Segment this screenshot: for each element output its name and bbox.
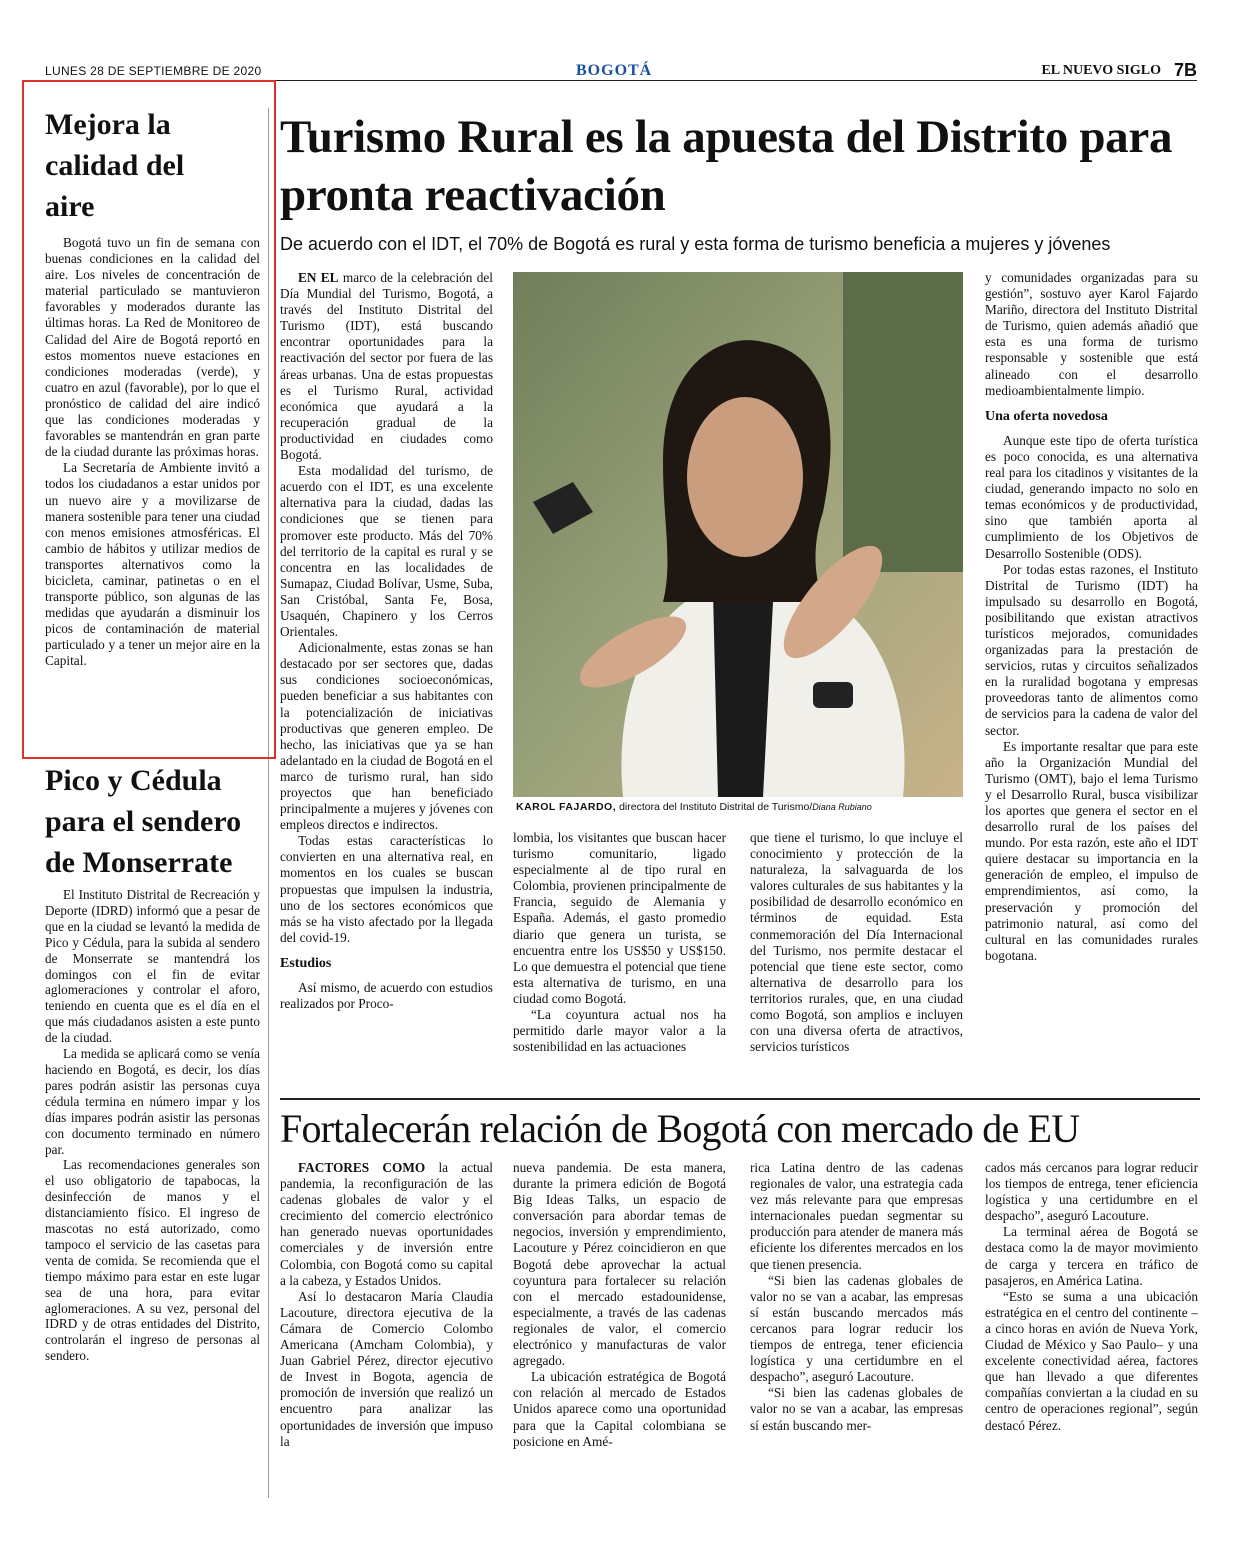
main-headline: Turismo Rural es la apuesta del Distrito para pronta reactivación bbox=[280, 111, 1173, 221]
subheading: Una oferta novedosa bbox=[985, 408, 1108, 424]
paragraph: La Secretaría de Ambiente invitó a todos los ciudadanos a estar unidos por un nuevo aire y a movilizarse de manera sostenible para tener una ciudad con menos emisiones atmosféricas. El cambio de hábitos y utilizar medios de transportes alternativos como la bicicleta, caminar, patinetas o en el transporte público, son algunas de las medidas que ayudarán a disminuir los picos de contaminación de material particulado y a tener un mejor aire en la Capital. bbox=[45, 460, 260, 669]
paragraph: “Esto se suma a una ubicación estratégica en el centro del continente –a cinco horas en avión de Nueva York, Ciudad de México y Sao Paulo– y una excelente conectividad aérea, factores que han llevado a que diferentes compañías conviertan a la ciudad en su centro de operaciones regional”, según destacó Pérez. bbox=[985, 1288, 1198, 1433]
monserrate-body bbox=[45, 887, 260, 1364]
lead-in: FACTORES COMO bbox=[298, 1160, 426, 1175]
paragraph: Las recomendaciones generales son el uso obligatorio de tapabocas, la desinfección de manos y el distanciamiento físico. El ingreso de mascotas no está autorizado, como tampoco el servicio de las casetas para venta de comida. Se recomienda que el tiempo máximo para estar en este lugar sea de una hora, para evitar aglomeraciones. A su vez, personal del IDRD y de otras entidades del Distrito, controlarán el ingreso de personas al sendero. bbox=[45, 1157, 260, 1364]
section-name: BOGOTÁ bbox=[576, 62, 653, 79]
page-number: 7B bbox=[1173, 60, 1197, 80]
paragraph: Esta modalidad del turismo, de acuerdo con el IDT, es una excelente alternativa para la ciudad, dadas las condiciones que se tienen para promover este producto. Más del 70% del territorio de la capital es rural y se concentra en las localidades de Sumapaz, Ciudad Bolívar, Usme, Suba, San Cristóbal, Santa Fe, Bosa, Usaquén, Chapinero y los Cerros Orientales. bbox=[280, 463, 493, 640]
paragraph: Es importante resaltar que para este año la Organización Mundial del Turismo (OMT), bajo el lema Turismo y el Desarrollo Rural, busca visibilizar los aportes que genera el sector en el desarrollo rural de los países del mundo. Por esta razón, este año el IDT quiere destacar su importancia en la generación de empleo, el impulso de emprendimientos, así como, la preservación y promoción del patrimonio natural, así como del cultural en las comunidades rurales bogotana. bbox=[985, 738, 1198, 963]
paragraph: Por todas estas razones, el Instituto Distrital de Turismo (IDT) ha impulsado su desarrollo en Bogotá, posibilitando que existan atractivos turísticos mejorados, comunidades organizadas para la prestación de servicios, rutas y circuitos señalizados en la ruralidad bogotana y empresas proveedoras tanto de alimentos como de servicios para la cadena de valor del sector. bbox=[985, 561, 1198, 738]
paragraph: “La coyuntura actual nos ha permitido darle mayor valor a la sostenibilidad en las actuaciones bbox=[513, 1007, 726, 1055]
paragraph: cados más cercanos para lograr reducir los tiempos de entrega, tener eficiencia logística y una certidumbre en el despacho”, aseguró Lacouture. bbox=[985, 1160, 1198, 1224]
paragraph: la actual pandemia, la reconfiguración de las cadenas globales de valor y el crecimiento del comercio electrónico han generado nuevas oportunidades comerciales y de inversión entre Colombia, con Bogotá como su capital a la cabeza, y Estados Unidos. bbox=[280, 1160, 494, 1288]
bottom-column-4 bbox=[985, 1160, 1198, 1434]
bottom-column-2 bbox=[513, 1160, 726, 1450]
lead-in: EN EL bbox=[298, 270, 339, 285]
main-column-2 bbox=[513, 830, 726, 1055]
paragraph: Aunque este tipo de oferta turística es poco conocida, es una alternativa real para los citadinos y visitantes de la ciudad, generando impacto no solo en temas económicos y de productividad, sino que también aporta al cumplimiento de los Objetivos de Desarrollo Sostenible (ODS). bbox=[985, 432, 1198, 561]
highlight-box bbox=[22, 80, 276, 759]
paragraph: nueva pandemia. De esta manera, durante la primera edición de Bogotá Big Ideas Talks, un espacio de conversación para abordar temas de negocios, inversión y emprendimiento, Lacouture y Pérez coincidieron en que Bogotá debe aprovechar la actual coyuntura para fortalecer su relación con el mercado estadounidense, especialmente, a través de las cadenas regionales de valor, el comercio electrónico y manufacturas de valor agregado. bbox=[513, 1160, 726, 1369]
monserrate-story bbox=[45, 760, 260, 1364]
paragraph: “Si bien las cadenas globales de valor no se van a acabar, las empresas sí están buscando mer- bbox=[750, 1385, 963, 1433]
paragraph: rica Latina dentro de las cadenas regionales de valor, una estrategia cada vez más relevante para que empresas internacionales puedan segmentar su producción para atender de manera más eficiente los diferentes mercados en los que tienen presencia. bbox=[750, 1160, 963, 1272]
paragraph: La ubicación estratégica de Bogotá con relación al mercado de Estados Unidos aparece como una oportunidad para que la Capital colombiana se posicione en Amé- bbox=[513, 1369, 726, 1449]
paragraph: El Instituto Distrital de Recreación y Deporte (IDRD) informó que a pesar de que en la ciudad se levantó la medida de Pico y Cédula, para la subida al sendero de Monserrate se mantendrá los domingos con el fin de evitar aglomeraciones y controlar el aforo, teniendo en cuenta que es el día en el que más ciudadanos asisten a este punto de la ciudad. bbox=[45, 887, 260, 1046]
bottom-column-3 bbox=[750, 1160, 963, 1434]
paragraph: marco de la celebración del Día Mundial del Turismo, Bogotá, a través del Instituto Distrital del Turismo (IDT), está buscando encontrar oportunidades para la reactivación del sector por fuera de las áreas urbanas. Una de estas propuestas es el Turismo Rural, actividad económica que ayudará a la recuperación gradual de la productividad en ciudades como Bogotá. bbox=[280, 270, 493, 463]
paragraph: La terminal aérea de Bogotá se destaca como la de mayor movimiento de carga y tercera en tráfico de pasajeros, en América Latina. bbox=[985, 1224, 1198, 1288]
portrait-photo bbox=[513, 272, 963, 797]
paragraph: “Si bien las cadenas globales de valor no se van a acabar, las empresas sí están buscando mercados más cercanos para lograr reducir los tiempos de entrega, tener eficiencia logística y una certidumbre en el despacho”, aseguró Lacouture. bbox=[750, 1272, 963, 1385]
paragraph: y comunidades organizadas para su gestión”, sostuvo ayer Karol Fajardo Mariño, directora del Instituto Distrital de Turismo, quien además añadió que esta es una forma de turismo responsable y sostenible que está alineado con el desarrollo medioambientalmente limpio. bbox=[985, 270, 1198, 398]
paragraph: Bogotá tuvo un fin de semana con buenas condiciones en la calidad del aire. Los niveles de concentración de material particulado se mantuvieron favorables y moderados durante las últimas horas. La Red de Monitoreo de Calidad del Aire de Bogotá reportó en estos momentos nueve estaciones en condiciones moderadas (verde), y cuatro en azul (favorable), por lo que el pronóstico de calidad del aire indicó que las condiciones moderadas y favorables se mantendrán en gran parte de la ciudad durante las próximas horas. bbox=[45, 235, 260, 460]
bottom-headline: Fortalecerán relación de Bogotá con mercado de EU bbox=[280, 1106, 1080, 1151]
photo-caption bbox=[516, 801, 966, 813]
bottom-article-rule bbox=[280, 1098, 1200, 1100]
bottom-column-1 bbox=[280, 1160, 493, 1450]
caption-name: KAROL FAJARDO, bbox=[516, 801, 617, 813]
publication-name: EL NUEVO SIGLO bbox=[1041, 63, 1161, 78]
issue-date: LUNES 28 DE SEPTIEMBRE DE 2020 bbox=[45, 64, 262, 78]
subheading: Estudios bbox=[280, 955, 332, 971]
caption-text: directora del Instituto Distrital de Turismo/ bbox=[616, 801, 813, 813]
photo-credit: Diana Rubiano bbox=[812, 802, 872, 812]
main-column-3 bbox=[750, 830, 963, 1055]
paragraph: La medida se aplicará como se venía haciendo en Bogotá, es decir, los días pares podrán asistir las personas cuya cédula termina en número impar y los días impares podrán asistir las personas con documento terminado en número par. bbox=[45, 1046, 260, 1157]
paragraph: Así mismo, de acuerdo con estudios realizados por Proco- bbox=[280, 980, 493, 1012]
monserrate-headline: Pico y Cédula para el sendero de Monserrate bbox=[45, 764, 242, 879]
paragraph: lombia, los visitantes que buscan hacer turismo comunitario, ligado especialmente al de tipo rural en Colombia, provienen principalmente de Francia, seguido de Alemania y España. Además, el gasto promedio diario que genera un turista, se encuentra entre los US$50 y US$150. Lo que demuestra el potencial que tiene esta alternativa de turismo, en una ciudad como Bogotá. bbox=[513, 830, 726, 1006]
paragraph: que tiene el turismo, lo que incluye el conocimiento y protección de la naturaleza, la salvaguarda de los valores culturales de sus habitantes y la posibilidad de desarrollo económico en términos de equidad. Esta conmemoración del Día Internacional del Turismo, nos permite destacar el potencial que tiene este sector, como alternativa de desarrollo para los territorios rurales, que, en una ciudad como Bogotá, son amplios e incluyen con una diversa oferta de atractivos, servicios turísticos bbox=[750, 830, 963, 1055]
air-quality-headline: Mejora la calidad del aire bbox=[45, 108, 185, 223]
paragraph: Todas estas características lo convierten en una alternativa real, en momentos en los cuales se buscan propuestas que impulsen la industria, uno de los sectores económicos que más se ha visto afectado por la llegada del covid-19. bbox=[280, 833, 493, 945]
main-deck: De acuerdo con el IDT, el 70% de Bogotá es rural y esta forma de turismo beneficia a mujeres y jóvenes bbox=[280, 234, 1111, 254]
paragraph: Así lo destacaron María Claudia Lacouture, directora ejecutiva de la Cámara de Comercio Colombo Americana (Amcham Colombia), y Juan Gabriel Pérez, director ejecutivo de Invest in Bogota, agencia de promoción de inversión que realizó un encuentro para analizar las oportunidades de inversión que impuso la bbox=[280, 1288, 493, 1449]
paragraph: Adicionalmente, estas zonas se han destacado por ser sectores que, dadas sus condiciones socioeconómicas, pueden beneficiar a sus habitantes con la potencialización de iniciativas productivas que generen empleo. De hecho, las iniciativas que ya se han adelantado en la ciudad de Bogotá en el marco de turismo rural, han sido proyectos que han beneficiado principalmente a mujeres y jóvenes con empleos directos e indirectos. bbox=[280, 640, 493, 833]
main-column-4 bbox=[985, 270, 1198, 964]
main-column-1 bbox=[280, 270, 493, 1012]
